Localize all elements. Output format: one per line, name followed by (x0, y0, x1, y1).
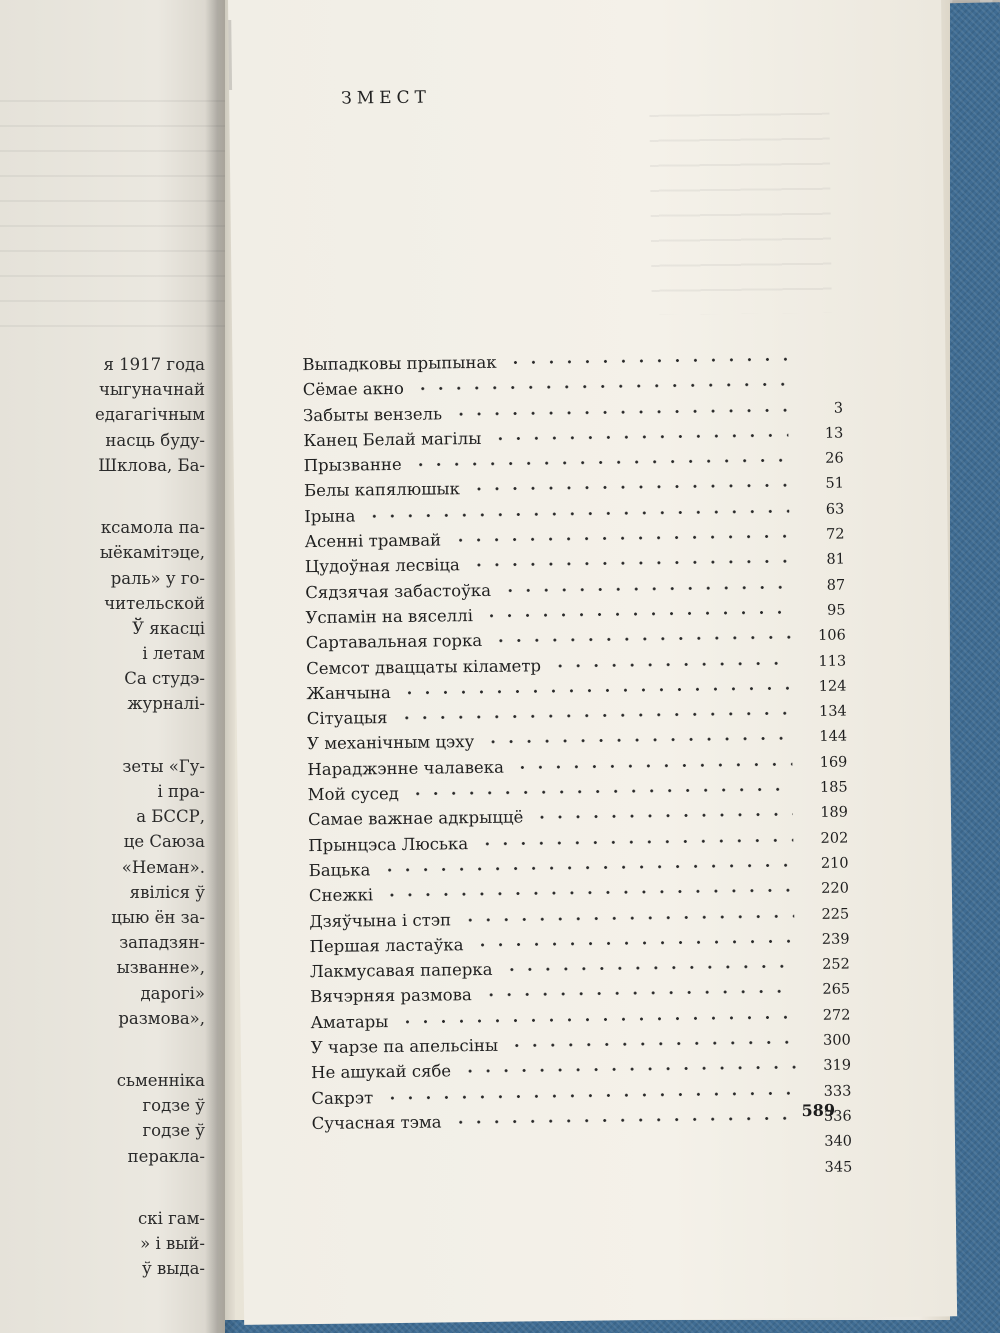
left-page-line: ксамола па- (100, 518, 205, 538)
toc-entry-page: 95 (826, 602, 846, 619)
toc-entry-leader-dots (452, 1116, 797, 1124)
toc-entry-title: Сядзячая забастоўка (305, 580, 492, 602)
toc-entry-page: 13 (824, 425, 844, 442)
toc-entry-leader-dots (513, 762, 792, 769)
toc-entry-leader-dots (551, 661, 791, 668)
toc-entry-page: 252 (822, 956, 850, 973)
left-page-line: чыгуначнай (99, 380, 205, 400)
left-page-line (0, 729, 215, 754)
left-page-text (0, 352, 215, 1282)
toc-entry-title: Прызванне (303, 455, 402, 476)
toc-entry-title: Выпадковы прыпынак (302, 352, 497, 375)
toc-entry-leader-dots (533, 813, 793, 820)
toc-entry-title: У чарзе па апельсіны (310, 1035, 499, 1058)
toc-entry-leader-dots (508, 1040, 796, 1048)
toc-entry-title: Не ашукай сябе (310, 1061, 452, 1083)
toc-entry-leader-dots (492, 635, 791, 643)
toc-entry-title: Прынцэса Люська (308, 833, 469, 855)
toc-entry (312, 1155, 852, 1187)
toc-entry-leader-dots (398, 1015, 795, 1024)
toc-entry-title: Лакмусавая паперка (309, 959, 493, 982)
toc-entry-leader-dots (452, 408, 788, 416)
page-edge-shadow (228, 20, 232, 90)
left-page-line: «Неман». (121, 857, 205, 877)
left-page-line: скі гам- (138, 1209, 205, 1228)
left-page-line (0, 1043, 215, 1068)
left-page-faint-text (0, 100, 225, 330)
toc-entry-page: 272 (822, 1007, 851, 1024)
toc-entry-leader-dots (461, 1065, 796, 1073)
toc-entry-page: 144 (819, 728, 848, 746)
left-page-line: журналі- (127, 694, 205, 714)
left-page-line: Шклова, Ба- (98, 455, 205, 475)
left-page-line: ыёкамітэце, (99, 543, 205, 563)
toc-entry-leader-dots (470, 560, 790, 568)
toc-entry-title: Мой сусед (307, 784, 400, 805)
toc-entry-title: Першая ластаўка (309, 935, 464, 956)
toc-entry-page: 220 (821, 880, 850, 898)
toc-entry-leader-dots (491, 433, 788, 441)
toc-entry-title: Бацька (308, 860, 371, 881)
toc-entry-title: Канец Белай магілы (303, 428, 482, 451)
left-page (0, 0, 225, 1333)
toc-entry-leader-dots (381, 863, 794, 872)
toc-entry-page: 26 (825, 450, 844, 467)
toc-entry-page: 345 (824, 1158, 853, 1176)
left-page-line: чительскoй (104, 593, 205, 613)
toc-entry-leader-dots (470, 484, 789, 492)
toc-entry-leader-dots (484, 737, 792, 745)
toc-entry-leader-dots (478, 838, 793, 846)
toc-entry-page: 3 (833, 400, 844, 417)
toc-entry-leader-dots (506, 357, 787, 364)
left-page-line: а БССР, (136, 807, 205, 827)
left-page-line: размова», (118, 1008, 205, 1028)
toc-entry-leader-dots (383, 1091, 796, 1100)
toc-entry-leader-dots (474, 939, 795, 947)
toc-entry-page: 225 (821, 906, 850, 923)
left-page-line (0, 490, 215, 515)
toc-entry-page: 265 (822, 981, 851, 999)
show-through-text (649, 113, 831, 315)
left-page-line: це Саюза (123, 832, 205, 852)
toc-entry-leader-dots (503, 964, 795, 972)
toc-entry-page: 81 (826, 551, 845, 569)
left-page-line: Са студэ- (124, 669, 205, 689)
left-page-line: перакла- (127, 1146, 205, 1166)
toc-entry-title: Сітуацыя (306, 708, 388, 729)
toc-entry-page: 300 (822, 1032, 851, 1049)
toc-entry-title: Самае важнае адкрыццё (307, 807, 524, 830)
left-page-line: западзян- (119, 933, 205, 953)
toc-heading: ЗМЕСТ (341, 87, 432, 109)
toc-entry-page: 340 (824, 1133, 853, 1151)
toc-entry-title: Жанчына (306, 682, 391, 703)
toc-entry-page: 185 (819, 779, 848, 796)
toc-entry-page: 51 (825, 475, 845, 493)
left-page-line: і пра- (157, 782, 205, 801)
toc-entry-page: 333 (823, 1083, 852, 1100)
toc-entry-page: 63 (825, 501, 845, 518)
toc-entry-title: Цудоўная лесвіца (304, 555, 460, 577)
left-page-line: Ў якасці (132, 618, 205, 638)
toc-entry-page: 72 (826, 526, 845, 543)
left-page-line: насць будy- (105, 430, 205, 450)
toc-entry-leader-dots (412, 458, 789, 467)
left-page-line: сьменніка (116, 1071, 205, 1091)
left-page-line: дарогі» (140, 983, 205, 1003)
left-page-line: і летам (142, 644, 205, 664)
left-page-line: годзе ў (142, 1121, 205, 1141)
left-page-line: годзе ў (142, 1096, 205, 1116)
toc-entry-leader-dots (501, 585, 790, 593)
toc-entry-title: Сёмае акно (302, 379, 405, 400)
toc-entry-title: Снежкі (308, 885, 374, 906)
toc-entry-page: 113 (818, 653, 847, 670)
toc-entry-title: У механічным цэху (306, 732, 475, 754)
toc-entry-title: Сартавальная горка (305, 631, 483, 653)
toc-entry-page: 239 (821, 931, 850, 948)
toc-entry-title: Нараджэнне чалавека (307, 757, 504, 779)
toc-entry-title: Сакрэт (311, 1087, 374, 1108)
toc-entry-leader-dots (483, 610, 791, 618)
toc-entry-title: Семсот дваццаты кіламетр (306, 655, 542, 678)
page-number: 589 (801, 1100, 836, 1121)
left-page-line: едагагічным (94, 405, 205, 425)
toc-entry-leader-dots (383, 888, 794, 897)
table-of-contents (302, 346, 852, 1187)
left-page-line: ў выда- (142, 1259, 205, 1279)
toc-entry-title: Аматары (310, 1011, 389, 1032)
toc-entry-page: 202 (820, 830, 849, 847)
toc-entry-title: Забыты вензель (302, 404, 443, 425)
left-page-line (0, 1181, 215, 1206)
toc-entry-title: Белы капялюшык (303, 479, 461, 501)
toc-entry-page: 336 (823, 1108, 852, 1125)
toc-entry-leader-dots (414, 382, 788, 391)
toc-entry-title: Вячэрняя размова (310, 985, 472, 1007)
toc-entry-leader-dots (400, 686, 791, 695)
toc-entry-leader-dots (461, 914, 794, 922)
toc-entry-title: Асенні трамвай (304, 530, 442, 552)
toc-entry-page: 189 (820, 804, 849, 822)
toc-entry-page: 169 (819, 754, 848, 771)
left-page-line: я 1917 года (103, 355, 205, 374)
right-page (228, 0, 957, 1325)
toc-entry-leader-dots (409, 787, 793, 796)
toc-entry-leader-dots (452, 534, 790, 542)
left-page-line: зеты «Гу- (122, 756, 205, 776)
left-page-line: явіліся ў (129, 882, 205, 902)
toc-entry-page: 210 (820, 855, 849, 872)
toc-entry-title: Ірына (304, 506, 356, 526)
left-page-line: цыю ён за- (111, 907, 205, 927)
toc-entry-page: 124 (818, 678, 847, 695)
toc-entry-page: 134 (818, 703, 847, 720)
toc-entry-title: Успамін на вяселлі (305, 606, 474, 628)
toc-entry-leader-dots (482, 990, 795, 998)
toc-entry-leader-dots (365, 509, 789, 518)
toc-entry-leader-dots (398, 711, 792, 720)
toc-entry-page: 87 (826, 577, 846, 594)
left-page-line: ызванне», (116, 958, 205, 978)
toc-entry-title: Дзяўчына і стэп (309, 909, 452, 931)
left-page-line: » і вый- (140, 1234, 205, 1254)
left-page-line: раль» у го- (110, 568, 205, 588)
toc-entry-page: 106 (818, 627, 846, 645)
toc-entry-page: 319 (823, 1057, 852, 1075)
toc-entry-title: Сучасная тэма (311, 1112, 442, 1133)
